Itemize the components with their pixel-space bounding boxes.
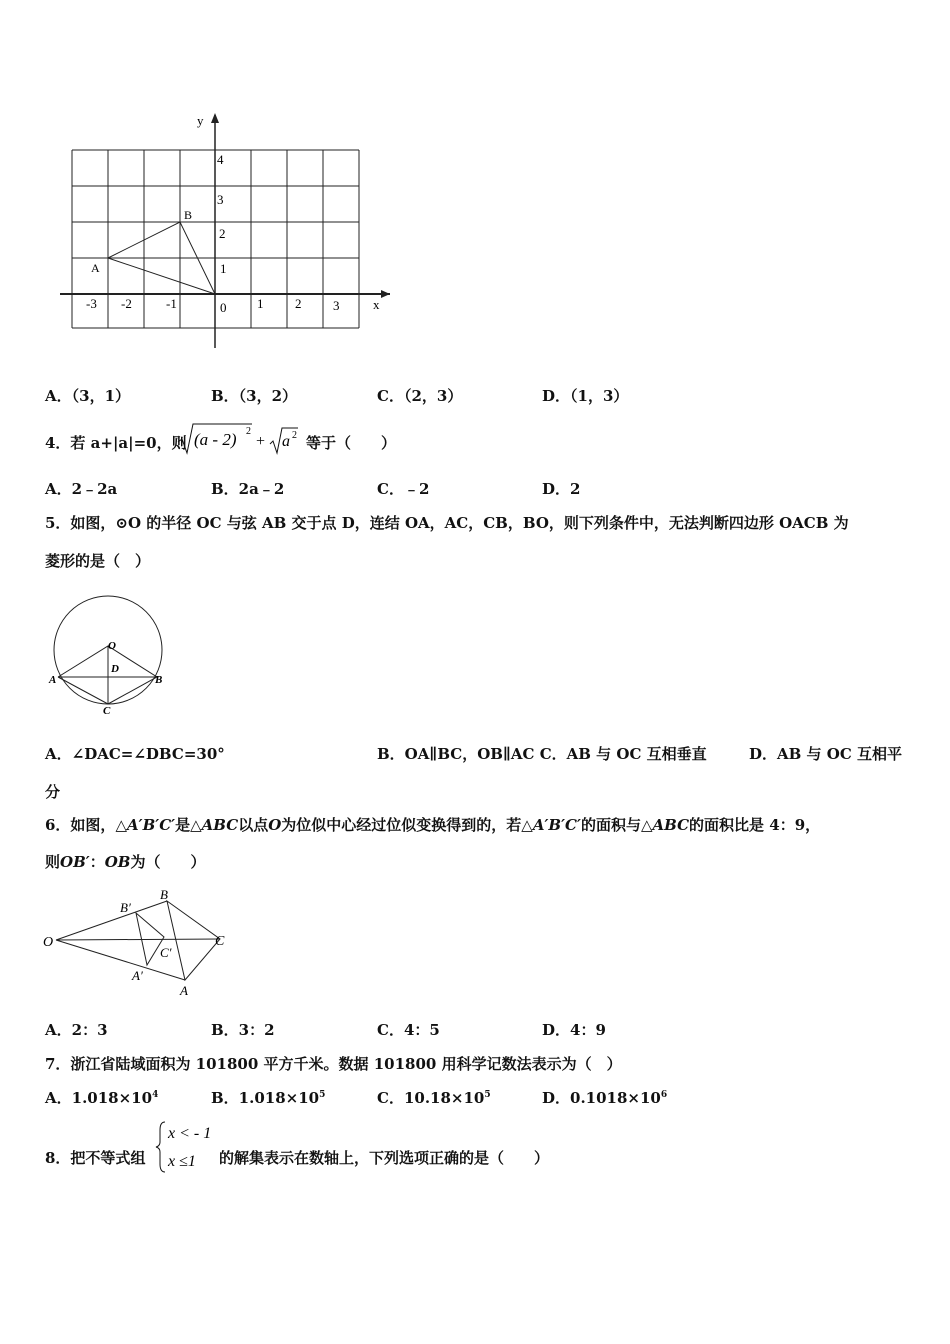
homothety-figure: [42, 885, 237, 1000]
q3-option-c[interactable]: C．（2，3）: [377, 387, 463, 405]
q4-plus: +: [256, 433, 266, 450]
q4-option-c[interactable]: C．﹣2: [377, 480, 430, 498]
q5-label-a: A: [49, 674, 57, 686]
q6-label-b-prime: B′: [120, 900, 131, 915]
y-axis-arrow: [211, 113, 219, 123]
q5-label-b: B: [155, 674, 163, 686]
q6-triangle-original: △ABC: [640, 816, 690, 834]
q3-option-a[interactable]: A．（3，1）: [45, 387, 131, 405]
q6-triangle-image: △A′B′C′: [521, 816, 581, 834]
q6-text: 为（ ）: [130, 853, 206, 871]
q7-option-d[interactable]: [542, 1087, 667, 1108]
x-axis-label: x: [373, 297, 380, 312]
q6-text: 6．如图，: [45, 816, 116, 834]
q7-option-b-base: B．1.018×10: [211, 1089, 320, 1107]
q4-exponent-2: 2: [292, 430, 297, 441]
q6-label-c: C: [215, 934, 225, 949]
q7-option-a-base: A．1.018×10: [45, 1089, 153, 1107]
q6-label-a-prime: A′: [132, 968, 143, 983]
q6-text: 的面积比是 4：9，: [689, 816, 821, 834]
q6-option-b[interactable]: B．3：2: [211, 1021, 275, 1039]
q7-option-c-exp: 5: [484, 1090, 491, 1100]
q7-option-c-base: C．10.18×10: [377, 1089, 485, 1107]
q5-option-b-c[interactable]: B．OA∥BC，OB∥AC C．AB 与 OC 互相垂直: [377, 745, 707, 763]
x-tick-neg1: -1: [166, 296, 177, 311]
q7-option-d-base: D．0.1018×10: [542, 1089, 661, 1107]
q6-label-c-prime: C′: [160, 945, 172, 960]
q3-option-d[interactable]: D．（1，3）: [542, 387, 629, 405]
q6-center-o: O: [268, 816, 282, 834]
q4-stem-suffix: 等于（ ）: [306, 434, 397, 452]
q6-label-b: B: [160, 887, 168, 902]
x-tick-3: 3: [333, 298, 340, 313]
q7-stem: 7．浙江省陆域面积为 101800 平方千米。数据 101800 用科学记数法表示为（ ）: [45, 1055, 622, 1073]
q5-stem-line1: 5．如图，⊙O 的半径 OC 与弦 AB 交于点 D，连结 OA，AC，CB，BO，则下列条件中，无法判断四边形 OACB 为: [45, 514, 849, 532]
x-tick-2: 2: [295, 296, 302, 311]
q6-text: 是: [175, 816, 191, 834]
q6-segment-ob-prime: OB′: [60, 853, 90, 871]
x-axis-arrow: [381, 290, 390, 298]
q3-option-b[interactable]: B．（3，2）: [211, 387, 298, 405]
q4-radicand-1: (a - 2): [194, 430, 237, 449]
q4-exponent-1: 2: [246, 426, 251, 437]
point-a-label: A: [91, 261, 100, 275]
q5-option-d-cont: 分: [45, 783, 61, 801]
q8-stem-prefix: 8．把不等式组: [45, 1149, 146, 1167]
q6-option-a[interactable]: A．2：3: [45, 1021, 108, 1039]
q6-label-o: O: [43, 935, 54, 950]
q6-text: 为位似中心经过位似变换得到的，若: [281, 816, 522, 834]
q6-option-d[interactable]: D．4：9: [542, 1021, 606, 1039]
q5-option-a[interactable]: A．∠DAC=∠DBC=30°: [45, 745, 225, 763]
q4-radicand-2: a: [282, 433, 290, 450]
x-tick-neg2: -2: [121, 296, 132, 311]
q8-inequality-system: [155, 1118, 220, 1176]
q6-label-a: A: [180, 983, 188, 998]
q6-option-c[interactable]: C．4：5: [377, 1021, 440, 1039]
y-tick-1: 1: [220, 261, 227, 276]
q6-stem-line2: [45, 851, 206, 872]
x-tick-1: 1: [257, 296, 264, 311]
q5-stem-line2: 菱形的是（ ）: [45, 552, 151, 570]
q4-radical-expression: [176, 420, 306, 456]
q8-inequality-2: x ≤1: [168, 1153, 196, 1170]
q5-label-o: O: [108, 640, 116, 652]
q6-text: 则: [45, 853, 61, 871]
q7-option-a[interactable]: [45, 1087, 158, 1108]
q6-text: 的面积与: [580, 816, 641, 834]
q6-segment-ob: OB: [104, 853, 131, 871]
q8-inequality-1: x < - 1: [168, 1125, 212, 1142]
y-tick-3: 3: [217, 192, 224, 207]
q8-stem-suffix: 的解集表示在数轴上，下列选项正确的是（ ）: [219, 1149, 550, 1167]
x-tick-neg3: -3: [86, 296, 97, 311]
q6-text: ：: [89, 853, 105, 871]
q4-option-d[interactable]: D．2: [542, 480, 581, 498]
origin-label: 0: [220, 300, 227, 315]
q6-triangle-image: △A′B′C′: [115, 816, 176, 834]
q4-stem-prefix: 4．若 a+|a|=0，则: [45, 434, 187, 452]
circle-figure: [45, 590, 175, 720]
q5-option-d[interactable]: D．AB 与 OC 互相平: [749, 745, 902, 763]
q4-option-b[interactable]: B．2a﹣2: [211, 480, 285, 498]
coordinate-grid-figure: [55, 105, 400, 355]
q5-label-d: D: [111, 663, 119, 675]
q6-text: 以点: [238, 816, 269, 834]
q6-triangle-original: △ABC: [190, 816, 239, 834]
y-tick-2: 2: [219, 226, 226, 241]
q7-option-d-exp: 6: [660, 1090, 668, 1100]
point-b-label: B: [184, 208, 193, 222]
q5-label-c: C: [103, 705, 111, 717]
q7-option-b-exp: 5: [319, 1090, 326, 1100]
y-tick-4: 4: [217, 152, 224, 167]
q6-stem-line1: [45, 814, 820, 835]
y-axis-label: y: [197, 113, 204, 128]
q4-option-a[interactable]: A．2﹣2a: [45, 480, 118, 498]
q7-option-a-exp: 4: [152, 1090, 159, 1100]
q7-option-b[interactable]: [211, 1087, 325, 1108]
q7-option-c[interactable]: [377, 1087, 491, 1108]
